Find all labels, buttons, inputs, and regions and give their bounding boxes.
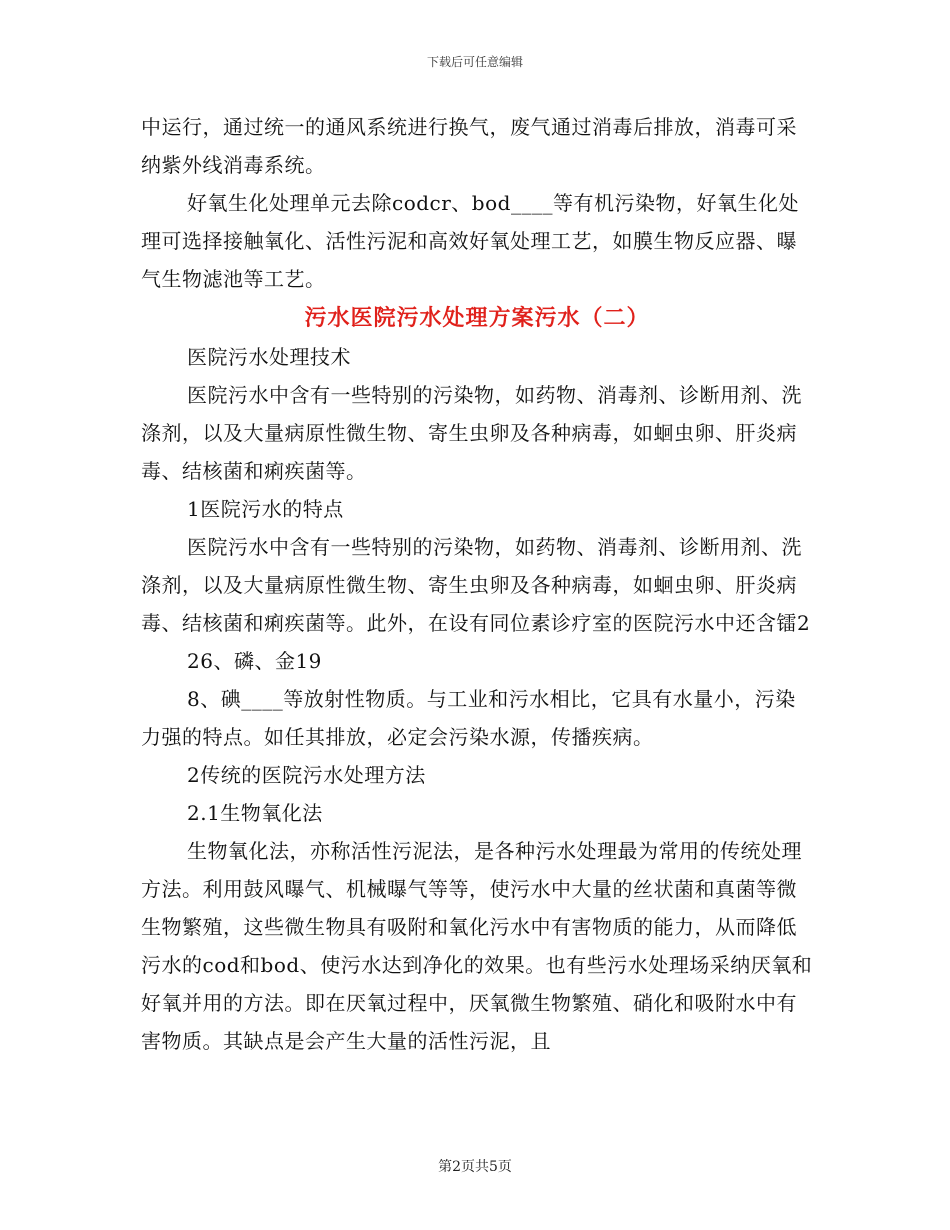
section-title: 污水医院污水处理方案污水（二）: [304, 305, 650, 331]
paragraph-aerobic-treatment: 好氧生化处理单元去除codcr、bod____等有机污染物，好氧生化处理可选择接触氧化、活性污泥和高效好氧处理工艺，如膜生物反应器、曝气生物滤池等工艺。: [141, 191, 799, 291]
paragraph-radioactive: 8、碘____等放射性物质。与工业和污水相比，它具有水量小，污染力强的特点。如任其排放，必定会污染水源，传播疾病。: [141, 687, 796, 749]
subheading-bio-oxidation: 2.1生物氧化法: [187, 801, 323, 825]
subheading-technology: 医院污水处理技术: [187, 345, 351, 369]
subheading-traditional-methods: 2传统的医院污水处理方法: [187, 763, 426, 787]
subheading-characteristics: 1医院污水的特点: [187, 497, 344, 521]
document-body: [141, 108, 813, 1060]
page-header: 下载后可任意编辑: [426, 55, 523, 69]
paragraph-continuation: 中运行，通过统一的通风系统进行换气，废气通过消毒后排放，消毒可采纳紫外线消毒系统。: [141, 115, 797, 177]
paragraph-bio-oxidation: 生物氧化法，亦称活性污泥法，是各种污水处理最为常用的传统处理方法。利用鼓风曝气、机械曝气等等，使污水中大量的丝状菌和真菌等微生物繁殖，这些微生物具有吸附和氧化污水中有害物质的能力，从而降低污水的cod和bod、使污水达到净化的效果。也有些污水处理场采纳厌氧和好氧并用的方法。即在厌氧过程中，厌氧微生物繁殖、硝化和吸附水中有害物质。其缺点是会产生大量的活性污泥，且: [141, 839, 813, 1053]
page-footer: 第2页共5页: [438, 1159, 512, 1175]
paragraph-pollutants: 医院污水中含有一些特别的污染物，如药物、消毒剂、诊断用剂、洗涤剂，以及大量病原性微生物、寄生虫卵及各种病毒，如蛔虫卵、肝炎病毒、结核菌和痢疾菌等。: [141, 383, 802, 483]
paragraph-isotopes: 26、磷、金19: [187, 649, 322, 673]
paragraph-characteristics: 医院污水中含有一些特别的污染物，如药物、消毒剂、诊断用剂、洗涤剂，以及大量病原性微生物、寄生虫卵及各种病毒，如蛔虫卵、肝炎病毒、结核菌和痢疾菌等。此外，在设有同位素诊疗室的医院污水中还含镭2: [141, 535, 811, 635]
